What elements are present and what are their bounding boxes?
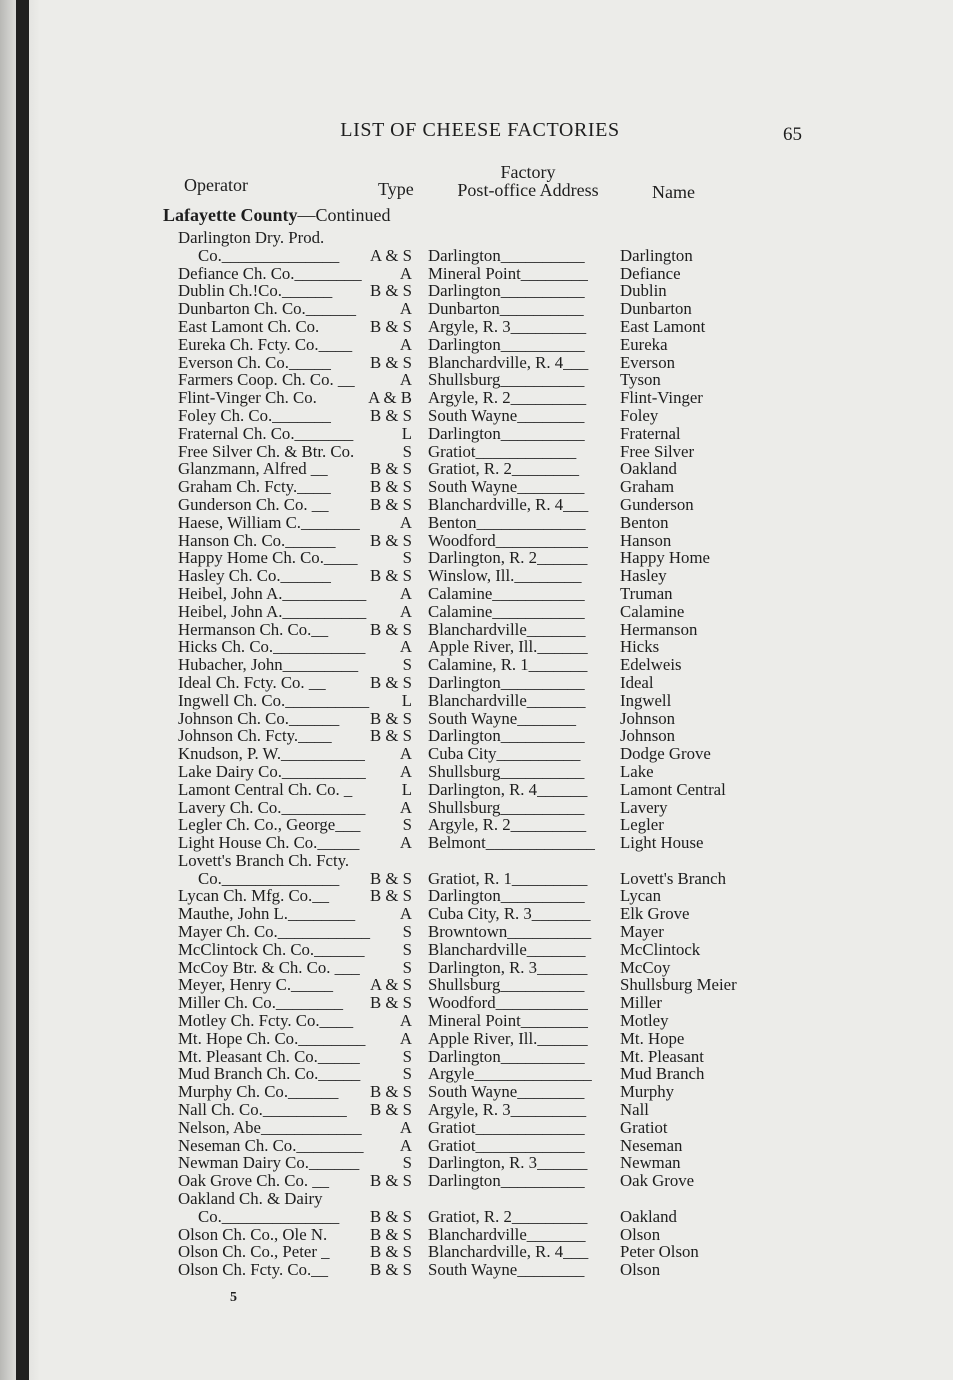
type-cell: A (399, 904, 412, 924)
column-header-type: Type (378, 179, 414, 199)
table-row (0, 905, 953, 923)
table-row (0, 1208, 953, 1226)
factory-name-cell: Darlington (620, 245, 693, 265)
factory-name-cell: Johnson (620, 726, 676, 746)
type-cell: S (402, 815, 412, 835)
type-cell: A (399, 1028, 412, 1048)
factory-name-cell: Oakland (620, 1206, 677, 1226)
address-cell: South Wayne_______ (428, 708, 576, 728)
factory-name-cell: Neseman (620, 1135, 683, 1155)
operator-cell: Haese, William C._______ (178, 512, 360, 532)
table-row (0, 1119, 953, 1137)
operator-cell: Hasley Ch. Co.______ (178, 566, 331, 586)
operator-cell: Eureka Ch. Fcty. Co.____ (178, 334, 353, 354)
address-cell: Gratiot, R. 1_________ (428, 868, 588, 888)
operator-cell: Legler Ch. Co., George___ (178, 815, 361, 835)
type-cell: B & S (370, 281, 412, 301)
factory-name-cell: Shullsburg Meier (620, 975, 737, 995)
operator-cell: Lamont Central Ch. Co. _ (178, 779, 353, 799)
factory-name-cell: Olson (620, 1224, 661, 1244)
type-cell: A (399, 637, 412, 657)
address-cell: Calamine___________ (428, 601, 585, 621)
type-cell: A (399, 797, 412, 817)
operator-cell: Light House Ch. Co._____ (178, 833, 360, 853)
address-cell: Shullsburg__________ (428, 975, 585, 995)
factory-name-cell: Everson (620, 352, 675, 372)
factory-name-cell: McCoy (620, 957, 671, 977)
operator-cell: Gunderson Ch. Co. __ (178, 494, 329, 514)
table-row (0, 1172, 953, 1190)
type-cell: B & S (370, 1082, 412, 1102)
address-cell: Argyle, R. 2_________ (428, 815, 587, 835)
table-row (0, 371, 953, 389)
address-cell: Calamine___________ (428, 583, 585, 603)
factory-name-cell: Flint-Vinger (620, 388, 703, 408)
address-cell: Gratiot, R. 2_________ (428, 1206, 588, 1226)
table-row (0, 336, 953, 354)
operator-cell: Johnson Ch. Co.______ (178, 708, 340, 728)
address-cell: South Wayne________ (428, 1082, 585, 1102)
operator-cell: Murphy Ch. Co.______ (178, 1082, 339, 1102)
factory-name-cell: Free Silver (620, 441, 695, 461)
type-cell: B & S (370, 459, 412, 479)
operator-cell: Oak Grove Ch. Co. __ (178, 1171, 330, 1191)
operator-cell: Ideal Ch. Fcty. Co. __ (178, 672, 326, 692)
operator-cell: Miller Ch. Co.________ (178, 993, 344, 1013)
address-cell: Darlington__________ (428, 672, 585, 692)
table-row (0, 710, 953, 728)
table-row (0, 549, 953, 567)
table-row (0, 1083, 953, 1101)
type-cell: B & S (370, 1206, 412, 1226)
type-cell: A (399, 299, 412, 319)
table-row (0, 959, 953, 977)
factory-name-cell: Nall (620, 1100, 649, 1120)
address-cell: South Wayne________ (428, 477, 585, 497)
operator-cell: East Lamont Ch. Co. (178, 316, 320, 336)
factory-name-cell: Hasley (620, 566, 667, 586)
operator-cell: Motley Ch. Fcty. Co.____ (178, 1011, 354, 1031)
type-cell: S (402, 922, 412, 942)
page-title: LIST OF CHEESE FACTORIES (340, 119, 620, 141)
type-cell: A (399, 1011, 412, 1031)
table-row (0, 834, 953, 852)
factory-name-cell: Mud Branch (620, 1064, 705, 1084)
table-row (0, 816, 953, 834)
type-cell: B & S (370, 405, 412, 425)
table-row (0, 247, 953, 265)
operator-cell: Olson Ch. Fcty. Co.__ (178, 1260, 328, 1280)
table-row (0, 1137, 953, 1155)
address-cell: Dunbarton__________ (428, 299, 584, 319)
operator-cell: Meyer, Henry C._____ (178, 975, 333, 995)
type-cell: B & S (370, 530, 412, 550)
type-cell: B & S (370, 352, 412, 372)
table-row (0, 265, 953, 283)
table-row (0, 478, 953, 496)
operator-cell: Olson Ch. Co., Peter _ (178, 1242, 330, 1262)
type-cell: A (399, 1117, 412, 1137)
factory-name-cell: Elk Grove (620, 904, 690, 924)
table-row (0, 799, 953, 817)
address-cell: Gratiot, R. 2________ (428, 459, 580, 479)
type-cell: B & S (370, 1224, 412, 1244)
address-cell: Blanchardville_______ (428, 939, 586, 959)
address-cell: Darlington__________ (428, 245, 585, 265)
factory-name-cell: Dunbarton (620, 299, 692, 319)
table-row (0, 532, 953, 550)
address-cell: Argyle______________ (428, 1064, 592, 1084)
operator-cell: Lake Dairy Co.__________ (178, 761, 366, 781)
table-row (0, 638, 953, 656)
operator-cell: Neseman Ch. Co.________ (178, 1135, 364, 1155)
type-cell: B & S (370, 619, 412, 639)
address-cell: Darlington, R. 3______ (428, 957, 588, 977)
factory-name-cell: Lovett's Branch (620, 868, 727, 888)
operator-cell: Mt. Pleasant Ch. Co._____ (178, 1046, 360, 1066)
operator-cell: Lavery Ch. Co.__________ (178, 797, 366, 817)
type-cell: B & S (370, 708, 412, 728)
factory-name-cell: Edelweis (620, 655, 682, 675)
factory-name-cell: Johnson (620, 708, 676, 728)
address-cell: Winslow, Ill.________ (428, 566, 582, 586)
factory-name-cell: Hicks (620, 637, 660, 657)
table-row (0, 1243, 953, 1261)
table-row (0, 1226, 953, 1244)
table-row (0, 781, 953, 799)
type-cell: S (402, 441, 412, 461)
operator-cell: Graham Ch. Fcty.____ (178, 477, 331, 497)
table-row (0, 282, 953, 300)
factory-name-cell: Motley (620, 1011, 669, 1031)
address-cell: Darlington__________ (428, 281, 585, 301)
table-row (0, 460, 953, 478)
table-row (0, 229, 953, 247)
type-cell: A (399, 601, 412, 621)
factory-name-cell: Happy Home (620, 548, 710, 568)
operator-cell: Fraternal Ch. Co._______ (178, 423, 354, 443)
operator-cell: Flint-Vinger Ch. Co. (178, 388, 317, 408)
factory-name-cell: Mt. Pleasant (620, 1046, 704, 1066)
address-cell: Darlington__________ (428, 886, 585, 906)
type-cell: A & S (370, 975, 412, 995)
address-cell: Blanchardville, R. 4___ (428, 1242, 589, 1262)
type-cell: S (402, 1064, 412, 1084)
factory-name-cell: Dublin (620, 281, 667, 301)
operator-cell: Glanzmann, Alfred __ (178, 459, 328, 479)
factory-name-cell: Gunderson (620, 494, 694, 514)
column-header-operator: Operator (184, 175, 248, 195)
factory-name-cell: Truman (620, 583, 673, 603)
operator-cell: McClintock Ch. Co.______ (178, 939, 365, 959)
type-cell: B & S (370, 1171, 412, 1191)
type-cell: L (401, 690, 412, 710)
type-cell: B & S (370, 868, 412, 888)
table-row (0, 514, 953, 532)
factory-name-cell: East Lamont (620, 316, 706, 336)
operator-cell: Olson Ch. Co., Ole N. (178, 1224, 328, 1244)
table-row (0, 852, 953, 870)
operator-cell: Hubacher, John_________ (178, 655, 359, 675)
address-cell: Cuba City__________ (428, 744, 581, 764)
operator-cell: Farmers Coop. Ch. Co. __ (178, 370, 355, 390)
table-row (0, 1101, 953, 1119)
type-cell: S (402, 957, 412, 977)
type-cell: A (399, 512, 412, 532)
table-row (0, 994, 953, 1012)
address-cell: Argyle, R. 3_________ (428, 316, 587, 336)
factory-name-cell: Peter Olson (620, 1242, 699, 1262)
type-cell: B & S (370, 316, 412, 336)
factory-name-cell: Lamont Central (620, 779, 726, 799)
factory-name-cell: Ideal (620, 672, 654, 692)
table-row (0, 1030, 953, 1048)
column-header-name: Name (652, 182, 695, 202)
type-cell: A (399, 334, 412, 354)
factory-name-cell: Fraternal (620, 423, 681, 443)
type-cell: B & S (370, 494, 412, 514)
factory-name-cell: Foley (620, 405, 659, 425)
operator-cell: Mauthe, John L.________ (178, 904, 356, 924)
address-cell: Darlington, R. 4______ (428, 779, 588, 799)
factory-name-cell: Lavery (620, 797, 668, 817)
operator-cell: Nelson, Abe____________ (178, 1117, 362, 1137)
address-cell: South Wayne________ (428, 405, 585, 425)
operator-cell: Lovett's Branch Ch. Fcty. (178, 850, 350, 870)
operator-cell: Lycan Ch. Mfg. Co.__ (178, 886, 330, 906)
address-cell: South Wayne________ (428, 1260, 585, 1280)
table-row (0, 887, 953, 905)
factory-name-cell: Tyson (620, 370, 661, 390)
operator-cell: Co.______________ (198, 245, 340, 265)
operator-cell: Knudson, P. W.__________ (178, 744, 365, 764)
table-row (0, 674, 953, 692)
table-row (0, 621, 953, 639)
table-row (0, 1065, 953, 1083)
factory-name-cell: Olson (620, 1260, 661, 1280)
operator-cell: Mt. Hope Ch. Co.________ (178, 1028, 366, 1048)
type-cell: A (399, 1135, 412, 1155)
address-cell: Blanchardville_______ (428, 690, 586, 710)
type-cell: A & S (370, 245, 412, 265)
table-row (0, 425, 953, 443)
address-cell: Darlington, R. 2______ (428, 548, 588, 568)
factory-name-cell: Hanson (620, 530, 672, 550)
address-cell: Mineral Point________ (428, 1011, 588, 1031)
operator-cell: Everson Ch. Co._____ (178, 352, 331, 372)
address-cell: Belmont_____________ (428, 833, 595, 853)
type-cell: A (399, 263, 412, 283)
address-cell: Shullsburg__________ (428, 370, 585, 390)
type-cell: B & S (370, 1242, 412, 1262)
table-row (0, 300, 953, 318)
operator-cell: Heibel, John A.__________ (178, 583, 367, 603)
factory-name-cell: McClintock (620, 939, 701, 959)
table-row (0, 1012, 953, 1030)
address-cell: Shullsburg__________ (428, 761, 585, 781)
operator-cell: Hanson Ch. Co.______ (178, 530, 336, 550)
address-cell: Darlington__________ (428, 726, 585, 746)
table-row (0, 443, 953, 461)
operator-cell: Free Silver Ch. & Btr. Co. (178, 441, 355, 461)
table-row (0, 1048, 953, 1066)
address-cell: Darlington__________ (428, 334, 585, 354)
table-row (0, 923, 953, 941)
type-cell: A (399, 833, 412, 853)
table-row (0, 763, 953, 781)
factory-name-cell: Legler (620, 815, 664, 835)
type-cell: A (399, 583, 412, 603)
address-cell: Gratiot_____________ (428, 1135, 585, 1155)
address-cell: Darlington__________ (428, 1171, 585, 1191)
type-cell: L (401, 423, 412, 443)
operator-cell: Newman Dairy Co.______ (178, 1153, 360, 1173)
factory-name-cell: Miller (620, 993, 662, 1013)
column-header-post-office-address: Post-office Address (457, 180, 599, 200)
factory-name-cell: Light House (620, 833, 704, 853)
operator-cell: Hermanson Ch. Co.__ (178, 619, 329, 639)
factory-name-cell: Dodge Grove (620, 744, 711, 764)
factory-name-cell: Gratiot (620, 1117, 668, 1137)
type-cell: B & S (370, 886, 412, 906)
factory-name-cell: Oakland (620, 459, 677, 479)
address-cell: Woodford___________ (428, 530, 588, 550)
type-cell: S (402, 1153, 412, 1173)
factory-name-cell: Benton (620, 512, 669, 532)
operator-cell: Mayer Ch. Co.___________ (178, 922, 371, 942)
factory-name-cell: Oak Grove (620, 1171, 695, 1191)
type-cell: B & S (370, 566, 412, 586)
type-cell: L (401, 779, 412, 799)
table-row (0, 1261, 953, 1279)
table-row (0, 692, 953, 710)
operator-cell: McCoy Btr. & Ch. Co. ___ (178, 957, 360, 977)
factory-name-cell: Eureka (620, 334, 668, 354)
table-row (0, 976, 953, 994)
column-header-factory: Factory (500, 162, 556, 182)
operator-cell: Nall Ch. Co.__________ (178, 1100, 347, 1120)
type-cell: S (402, 548, 412, 568)
type-cell: S (402, 655, 412, 675)
type-cell: B & S (370, 993, 412, 1013)
factory-name-cell: Murphy (620, 1082, 675, 1102)
signature-mark: 5 (230, 1290, 237, 1305)
operator-cell: Co.______________ (198, 1206, 340, 1226)
county-continued: —Continued (297, 205, 391, 225)
type-cell: S (402, 1046, 412, 1066)
operator-cell: Mud Branch Ch. Co._____ (178, 1064, 361, 1084)
operator-cell: Heibel, John A.__________ (178, 601, 367, 621)
table-row (0, 389, 953, 407)
address-cell: Browntown__________ (428, 922, 592, 942)
type-cell: B & S (370, 1260, 412, 1280)
address-cell: Benton_____________ (428, 512, 586, 532)
table-row (0, 354, 953, 372)
type-cell: B & S (370, 1100, 412, 1120)
operator-cell: Happy Home Ch. Co.____ (178, 548, 358, 568)
address-cell: Cuba City, R. 3_______ (428, 904, 591, 924)
address-cell: Darlington__________ (428, 423, 585, 443)
address-cell: Apple River, Ill.______ (428, 1028, 588, 1048)
address-cell: Mineral Point________ (428, 263, 588, 283)
column-header-factory-address (443, 163, 613, 199)
table-row (0, 318, 953, 336)
operator-cell: Ingwell Ch. Co.__________ (178, 690, 370, 710)
operator-cell: Defiance Ch. Co.________ (178, 263, 362, 283)
operator-cell: Oakland Ch. & Dairy (178, 1189, 323, 1209)
address-cell: Calamine, R. 1_______ (428, 655, 588, 675)
page-number: 65 (783, 124, 802, 145)
address-cell: Blanchardville, R. 4___ (428, 352, 589, 372)
address-cell: Woodford___________ (428, 993, 588, 1013)
type-cell: B & S (370, 672, 412, 692)
table-row (0, 1154, 953, 1172)
factory-list (0, 229, 953, 1279)
table-row (0, 496, 953, 514)
table-row (0, 656, 953, 674)
factory-name-cell: Graham (620, 477, 675, 497)
factory-name-cell: Mayer (620, 922, 664, 942)
address-cell: Darlington, R. 3______ (428, 1153, 588, 1173)
table-row (0, 585, 953, 603)
address-cell: Blanchardville_______ (428, 1224, 586, 1244)
table-row (0, 870, 953, 888)
type-cell: B & S (370, 726, 412, 746)
factory-name-cell: Ingwell (620, 690, 672, 710)
address-cell: Argyle, R. 3_________ (428, 1100, 587, 1120)
address-cell: Blanchardville_______ (428, 619, 586, 639)
table-row (0, 1190, 953, 1208)
type-cell: A (399, 370, 412, 390)
factory-name-cell: Mt. Hope (620, 1028, 685, 1048)
address-cell: Apple River, Ill.______ (428, 637, 588, 657)
operator-cell: Co.______________ (198, 868, 340, 888)
operator-cell: Johnson Ch. Fcty.____ (178, 726, 332, 746)
county-heading (163, 205, 390, 226)
type-cell: A (399, 761, 412, 781)
operator-cell: Foley Ch. Co._______ (178, 405, 331, 425)
operator-cell: Darlington Dry. Prod. (178, 228, 325, 247)
table-row (0, 941, 953, 959)
table-row (0, 567, 953, 585)
address-cell: Darlington__________ (428, 1046, 585, 1066)
table-row (0, 603, 953, 621)
address-cell: Argyle, R. 2_________ (428, 388, 587, 408)
factory-name-cell: Defiance (620, 263, 681, 283)
factory-name-cell: Calamine (620, 601, 685, 621)
table-row (0, 745, 953, 763)
type-cell: A (399, 744, 412, 764)
operator-cell: Dunbarton Ch. Co.______ (178, 299, 357, 319)
factory-name-cell: Lycan (620, 886, 662, 906)
table-row (0, 407, 953, 425)
type-cell: A & B (368, 388, 412, 408)
table-row (0, 727, 953, 745)
operator-cell: Dublin Ch.!Co.______ (178, 281, 333, 301)
factory-name-cell: Hermanson (620, 619, 698, 639)
county-name: Lafayette County (163, 205, 298, 225)
operator-cell: Hicks Ch. Co.___________ (178, 637, 366, 657)
address-cell: Gratiot____________ (428, 441, 577, 461)
factory-name-cell: Lake (620, 761, 654, 781)
type-cell: S (402, 939, 412, 959)
address-cell: Gratiot_____________ (428, 1117, 585, 1137)
factory-name-cell: Newman (620, 1153, 681, 1173)
type-cell: B & S (370, 477, 412, 497)
address-cell: Blanchardville, R. 4___ (428, 494, 589, 514)
address-cell: Shullsburg__________ (428, 797, 585, 817)
